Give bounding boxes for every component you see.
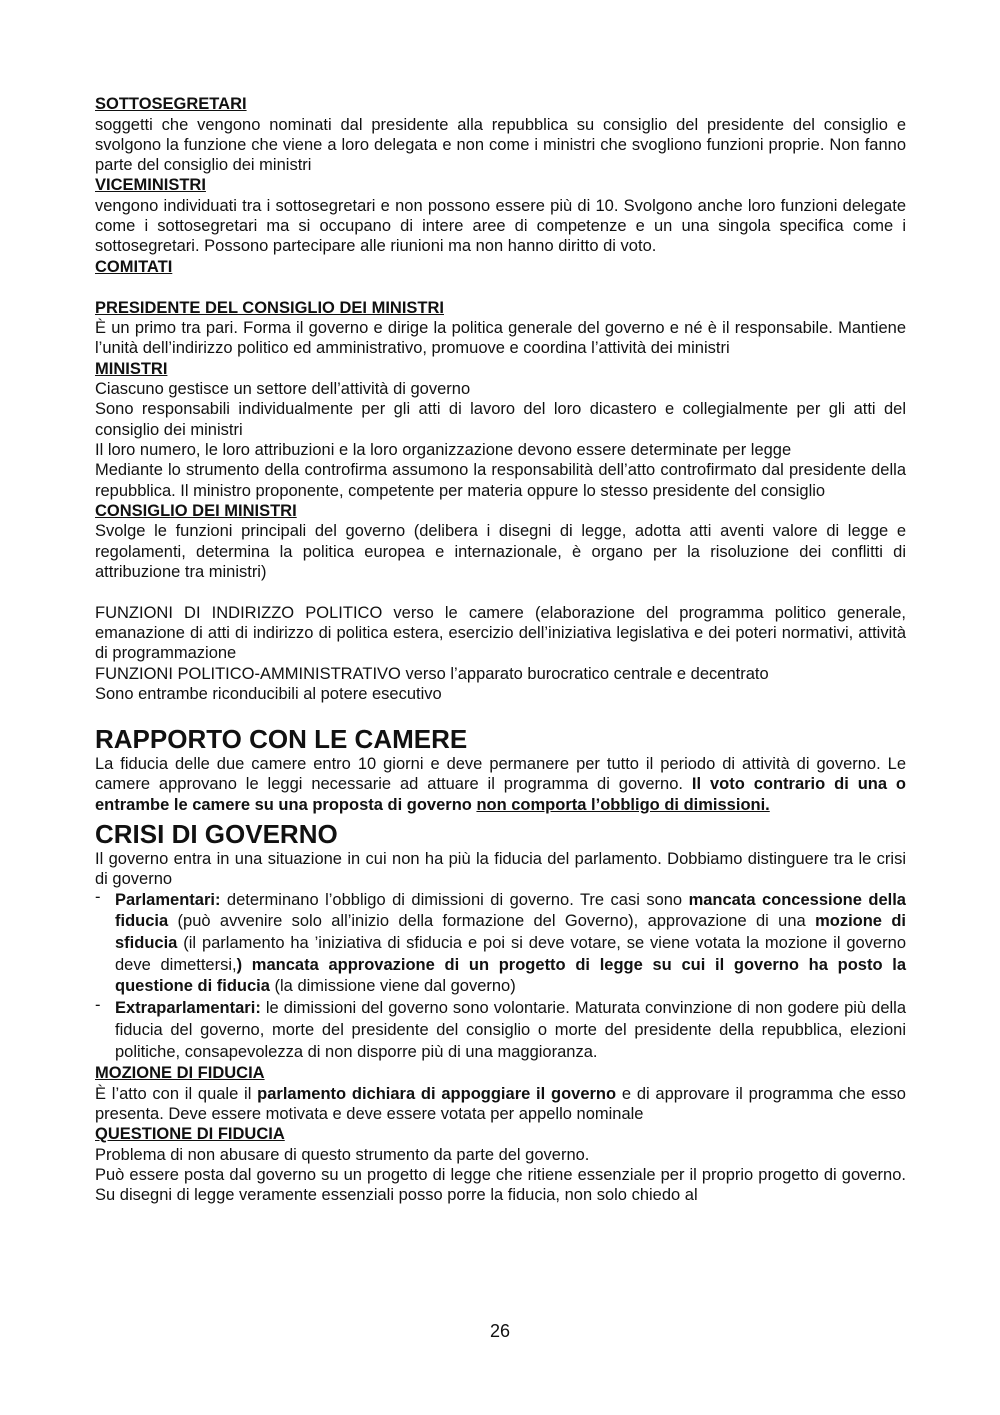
rapporto-text: La fiducia delle due camere entro 10 giorni e deve permanere per tutto il periodo di attività di governo. Le camere approvano le leggi necessarie ad attuare il programma di governo. bbox=[95, 755, 906, 794]
parlamentari-text-2: (può avvenire solo all’inizio della formazione del Governo), approvazione di una bbox=[168, 912, 816, 931]
mozione-text-2: e di approvare il programma che esso presenta. Deve essere motivata e deve essere votata per appello nominale bbox=[95, 1084, 906, 1124]
funzioni-potere-esecutivo: Sono entrambe riconducibili al potere esecutivo bbox=[95, 684, 442, 703]
extraparlamentari-text: le dimissioni del governo sono volontarie. Maturata convinzione di non godere più della fiducia del governo, morte del presidente del consiglio o morte del presidente della repubblica, elezioni politiche, consapevolezza di non disporre più di una maggioranza. bbox=[115, 999, 906, 1061]
paragraph-crisi-intro: Il governo entra in una situazione in cui non ha più la fiducia del parlamento. Dobbiamo distinguere tra le crisi di governo bbox=[95, 850, 906, 889]
crisi-list bbox=[95, 887, 906, 1064]
questione-line-2: Può essere posta dal governo su un progetto di legge che ritiene essenziale per il proprio progetto di governo. Su disegni di legge veramente essenziali posso porre la fiducia, non solo chiedo al bbox=[95, 1166, 906, 1205]
heading-ministri: MINISTRI bbox=[95, 359, 168, 378]
list-item-parlamentari bbox=[95, 887, 906, 999]
spacer bbox=[95, 277, 906, 297]
ministri-line-3: Il loro numero, le loro attribuzioni e la loro organizzazione devono essere determinate per legge bbox=[95, 441, 792, 460]
ministri-line-4: Mediante lo strumento della controfirma assumono la responsabilità dell’atto controfirmato dal presidente della repubblica. Il ministro proponente, competente per materia oppure lo stesso presidente del consiglio bbox=[95, 461, 906, 500]
page-number: 26 bbox=[489, 1321, 511, 1341]
document-page bbox=[95, 94, 906, 1206]
paragraph-consiglio: Svolge le funzioni principali del governo (delibera i disegni di legge, adotta atti aventi valore di legge e regolamenti, determina la politica europea e internazionale, è organo per la risoluzione dei conflitti di attribuzione tra ministri) bbox=[95, 522, 906, 582]
heading-mozione-fiducia: MOZIONE DI FIDUCIA bbox=[95, 1064, 265, 1083]
heading-sottosegretari: SOTTOSEGRETARI bbox=[95, 95, 247, 113]
spacer bbox=[95, 582, 906, 602]
funzioni-indirizzo-politico: FUNZIONI DI INDIRIZZO POLITICO verso le camere (elaborazione del programma politico generale, emanazione di atti di indirizzo di politica estera, esercizio dell’iniziativa legislativa e dei poteri normativi, attività di programmazione bbox=[95, 603, 906, 663]
funzioni-politico-amministrativo: FUNZIONI POLITICO-AMMINISTRATIVO verso l’apparato burocratico centrale e decentrato bbox=[95, 664, 769, 683]
list-item-extraparlamentari bbox=[95, 998, 906, 1063]
extraparlamentari-label: Extraparlamentari: bbox=[115, 999, 261, 1018]
paragraph-mozione bbox=[95, 1084, 906, 1125]
ministri-line-2: Sono responsabili individualmente per gli atti di lavoro del loro dicastero e collegialmente per gli atti del consiglio dei ministri bbox=[95, 400, 906, 439]
parlamentari-text-4: (la dimissione viene dal governo) bbox=[269, 977, 516, 996]
heading-comitati: COMITATI bbox=[95, 257, 173, 276]
parlamentari-text-3: (il parlamento ha ’iniziativa di sfiducia e poi si deve votare, se viene votata la mozione il governo deve dimettersi, bbox=[115, 934, 906, 974]
heading-viceministri: VICEMINISTRI bbox=[95, 176, 206, 195]
rapporto-bold-text: Il voto contrario di una o entrambe le camere su una proposta di governo bbox=[95, 775, 907, 814]
parlamentari-bold-2: mozione di sfiducia bbox=[115, 912, 906, 953]
dash-bullet: - bbox=[95, 887, 101, 906]
mozione-bold: parlamento dichiara di appoggiare il governo bbox=[257, 1084, 617, 1103]
parlamentari-text-1: determinano l’obbligo di dimissioni di governo. Tre casi sono bbox=[220, 890, 689, 909]
paragraph-sottosegretari: soggetti che vengono nominati dal presidente alla repubblica su consiglio del presidente del consiglio e svolgono la funzione che viene a loro delegata e non come i ministri che svogliono funzioni proprie. Non fanno parte del consiglio dei ministri bbox=[95, 115, 906, 175]
rapporto-bold-underlined-text: non comporta l’obbligo di dimissioni. bbox=[476, 795, 770, 814]
mozione-text-1: È l’atto con il quale il bbox=[95, 1084, 258, 1103]
parlamentari-bold-1: mancata concessione della fiducia bbox=[115, 890, 906, 931]
parlamentari-bold-3: ) mancata approvazione di un progetto di legge su cui il governo ha posto la questione di fiducia bbox=[115, 955, 906, 996]
heading-crisi-governo: CRISI DI GOVERNO bbox=[95, 819, 338, 850]
heading-questione-fiducia: QUESTIONE DI FIDUCIA bbox=[95, 1125, 285, 1144]
dash-bullet: - bbox=[95, 996, 101, 1015]
heading-consiglio: CONSIGLIO DEI MINISTRI bbox=[95, 501, 297, 520]
paragraph-presidente: È un primo tra pari. Forma il governo e dirige la politica generale del governo e né è il responsabile. Mantiene l’unità dell’indirizzo politico ed amministrativo, promuove e coordina l’attività dei ministri bbox=[95, 319, 906, 358]
heading-rapporto-camere: RAPPORTO CON LE CAMERE bbox=[95, 724, 468, 755]
paragraph-viceministri: vengono individuati tra i sottosegretari e non possono essere più di 10. Svolgono anche loro funzioni delegate come i sottosegretari ma si occupano di intere aree di competenze e un una singola specifica come i sottosegretari. Possono partecipare alle riunioni ma non hanno diritto di voto. bbox=[95, 196, 906, 256]
paragraph-rapporto bbox=[95, 754, 906, 815]
parlamentari-label: Parlamentari: bbox=[115, 890, 221, 909]
questione-line-1: Problema di non abusare di questo strumento da parte del governo. bbox=[95, 1145, 590, 1164]
ministri-line-1: Ciascuno gestisce un settore dell’attività di governo bbox=[95, 380, 471, 399]
heading-presidente: PRESIDENTE DEL CONSIGLIO DEI MINISTRI bbox=[95, 298, 444, 317]
